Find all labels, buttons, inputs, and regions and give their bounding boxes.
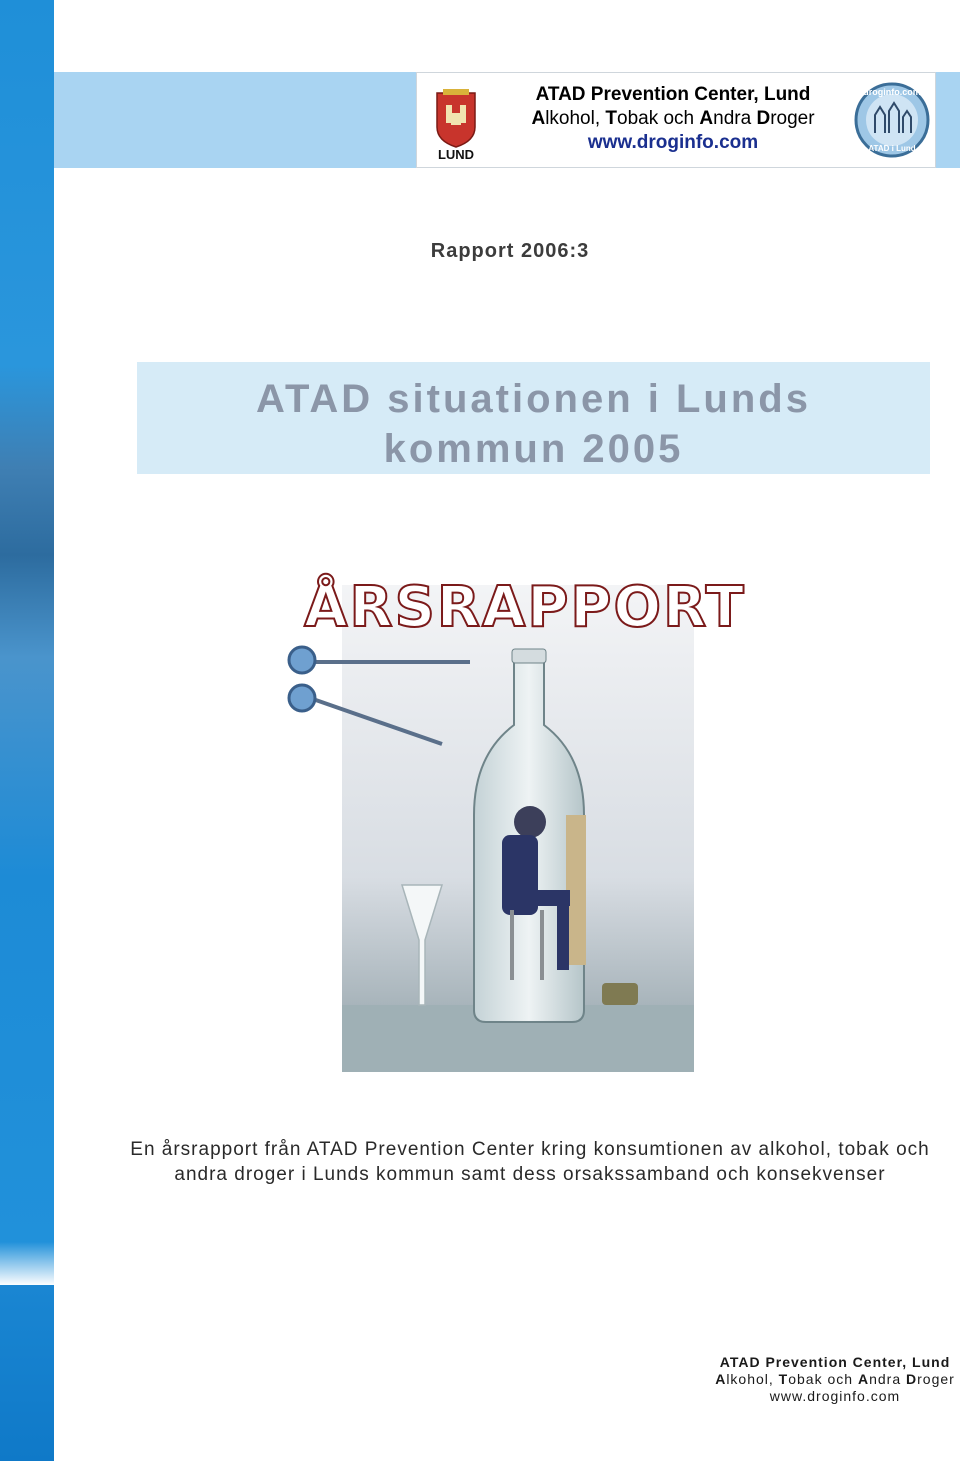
droginfo-logo-bottom-text: ATAD i Lund	[868, 144, 916, 153]
report-description: En årsrapport från ATAD Prevention Center kring konsumtionen av alkohol, tobak och andra droger i Lunds kommun samt dess orsakssamband och konsekvenser	[130, 1139, 930, 1185]
arsrapport-banner: ÅRSRAPPORT	[304, 575, 746, 640]
report-number: Rapport 2006:3	[430, 240, 590, 262]
sidebar-bottom-decoration	[0, 1285, 54, 1461]
droginfo-logo	[853, 81, 931, 159]
header-text	[517, 83, 829, 155]
footer-tagline: Alkohol, Tobak och Andra Droger	[715, 1371, 955, 1387]
lund-city-logo	[429, 87, 483, 161]
scissors-icon	[282, 640, 482, 760]
footer-website-link[interactable]: www.droginfo.com	[769, 1388, 901, 1404]
header-org-name: ATAD Prevention Center, Lund	[535, 84, 811, 105]
header-box	[416, 72, 936, 168]
report-title-line2: kommun 2005	[383, 427, 684, 471]
footer-org-name: ATAD Prevention Center, Lund	[719, 1354, 951, 1370]
droginfo-logo-top-text: droginfo.com	[863, 87, 921, 97]
report-title-line1: ATAD situationen i Lunds	[256, 377, 811, 421]
footer	[710, 1354, 960, 1405]
header-website-link[interactable]: www.droginfo.com	[587, 132, 759, 153]
report-title	[137, 374, 930, 474]
sidebar-decoration	[0, 0, 54, 1461]
header-tagline: Alkohol, Tobak och Andra Droger	[531, 108, 815, 129]
lund-logo-text: LUND	[437, 147, 475, 161]
title-band	[137, 362, 930, 474]
